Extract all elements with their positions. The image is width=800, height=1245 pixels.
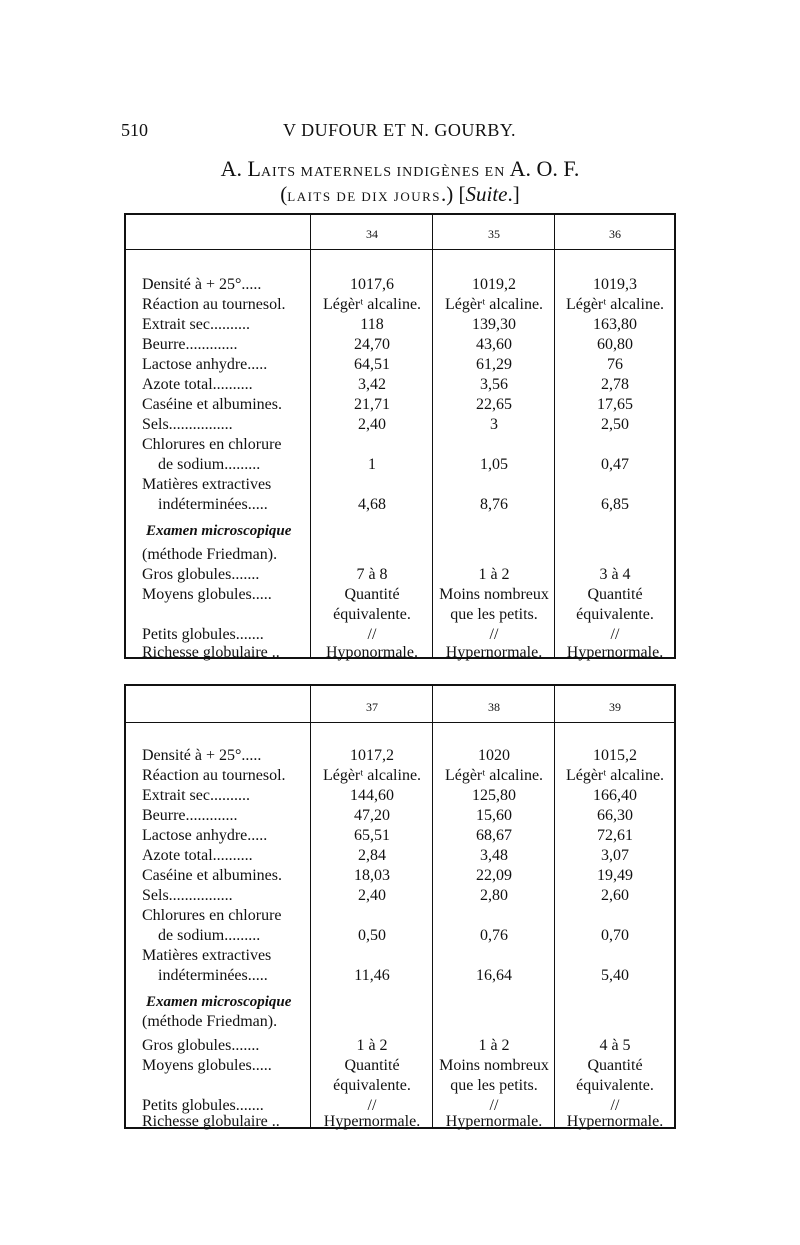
cell: 18,03 xyxy=(354,867,390,884)
row-label: Moyens globules..... xyxy=(142,1057,272,1074)
cell: 68,67 xyxy=(476,827,512,844)
subtitle-close: .) [ xyxy=(441,182,466,206)
cell: équivalente. xyxy=(333,1077,411,1094)
cell: 43,60 xyxy=(476,336,512,353)
cell: Moins nombreux xyxy=(439,586,549,603)
row-label: Gros globules....... xyxy=(142,1037,260,1054)
row-label: Extrait sec.......... xyxy=(142,316,250,333)
row-label: Matières extractives xyxy=(142,476,272,493)
row-gros xyxy=(126,1036,674,1056)
row-moyens xyxy=(126,585,674,605)
cell: 21,71 xyxy=(354,396,390,413)
cell: 166,40 xyxy=(593,787,637,804)
cell: 118 xyxy=(360,316,384,333)
cell: 144,60 xyxy=(350,787,394,804)
row-label: Beurre............. xyxy=(142,336,238,353)
section-heading: Examen microscopique xyxy=(146,523,292,539)
row-examen xyxy=(126,521,674,541)
cell: 2,78 xyxy=(601,376,629,393)
row-label: (méthode Friedman). xyxy=(142,1013,278,1030)
table-title xyxy=(0,156,800,182)
row-lactose xyxy=(126,355,674,375)
row-caseine xyxy=(126,866,674,886)
row-azote xyxy=(126,846,674,866)
row-label: Gros globules....... xyxy=(142,566,260,583)
cell: // xyxy=(489,1097,499,1114)
row-label: indéterminées..... xyxy=(158,967,268,984)
row-matieres xyxy=(126,495,674,515)
row-richesse xyxy=(126,1112,674,1132)
cell: 1017,2 xyxy=(350,747,394,764)
cell: 2,50 xyxy=(601,416,629,433)
cell: Hypernormale. xyxy=(323,1113,421,1130)
cell: 1 à 2 xyxy=(356,1037,388,1054)
column-header: 38 xyxy=(488,700,500,714)
header-rule xyxy=(126,249,674,250)
row-label: Chlorures en chlorure xyxy=(142,436,282,453)
row-moyens xyxy=(126,1056,674,1076)
cell: Hypernormale. xyxy=(445,644,543,661)
cell: 47,20 xyxy=(354,807,390,824)
row-label: Azote total.......... xyxy=(142,376,253,393)
row-sels xyxy=(126,886,674,906)
row-sels xyxy=(126,415,674,435)
cell: 1019,3 xyxy=(593,276,637,293)
cell: 66,30 xyxy=(597,807,633,824)
row-label: Beurre............. xyxy=(142,807,238,824)
cell: Légèrᵗ alcaline. xyxy=(565,767,665,784)
row-label: Petits globules....... xyxy=(142,1097,264,1114)
cell: Quantité xyxy=(344,586,400,603)
row-matieres-label xyxy=(126,946,674,966)
section-heading: Examen microscopique xyxy=(146,994,292,1010)
cell: 1,05 xyxy=(480,456,508,473)
cell: 3,07 xyxy=(601,847,629,864)
cell: Légèrᵗ alcaline. xyxy=(565,296,665,313)
cell: 0,50 xyxy=(358,927,386,944)
subtitle-end: .] xyxy=(507,182,520,206)
cell: Hypernormale. xyxy=(566,644,664,661)
row-label: Richesse globulaire .. xyxy=(142,1113,280,1130)
cell: 1 à 2 xyxy=(478,566,510,583)
title-prefix: A. L xyxy=(220,156,261,181)
subtitle-suite: Suite xyxy=(465,182,508,206)
cell: 3 xyxy=(490,416,498,433)
cell: équivalente. xyxy=(333,606,411,623)
cell: Légèrᵗ alcaline. xyxy=(322,296,422,313)
cell: // xyxy=(489,626,499,643)
cell: 125,80 xyxy=(472,787,516,804)
cell: 0,76 xyxy=(480,927,508,944)
row-label: Sels................ xyxy=(142,887,233,904)
row-methode xyxy=(126,1012,674,1032)
cell: // xyxy=(367,626,377,643)
row-beurre xyxy=(126,806,674,826)
cell: 5,40 xyxy=(601,967,629,984)
row-label: Azote total.......... xyxy=(142,847,253,864)
cell: 16,64 xyxy=(476,967,512,984)
row-label: de sodium......... xyxy=(158,927,261,944)
cell: 0,47 xyxy=(601,456,629,473)
row-chlorures xyxy=(126,926,674,946)
row-reaction xyxy=(126,295,674,315)
cell: Légèrᵗ alcaline. xyxy=(322,767,422,784)
cell: que les petits. xyxy=(450,1077,538,1094)
cell: Hyponormale. xyxy=(326,644,418,661)
cell: que les petits. xyxy=(450,606,538,623)
row-label: Réaction au tournesol. xyxy=(142,767,286,784)
row-beurre xyxy=(126,335,674,355)
cell: 7 à 8 xyxy=(356,566,388,583)
running-head xyxy=(121,120,681,142)
row-chlorures xyxy=(126,455,674,475)
cell: 24,70 xyxy=(354,336,390,353)
row-label: Richesse globulaire .. xyxy=(142,644,280,661)
cell: 2,84 xyxy=(358,847,386,864)
cell: 2,40 xyxy=(358,887,386,904)
data-table-1 xyxy=(124,213,676,659)
cell: 60,80 xyxy=(597,336,633,353)
cell: 4 à 5 xyxy=(599,1037,631,1054)
title-small-caps: AITS MATERNELS INDIGÈNES EN xyxy=(260,165,506,180)
cell: 65,51 xyxy=(354,827,390,844)
cell: // xyxy=(610,626,620,643)
cell: 3,56 xyxy=(480,376,508,393)
cell: Hypernormale. xyxy=(445,1113,543,1130)
row-label: de sodium......... xyxy=(158,456,261,473)
row-caseine xyxy=(126,395,674,415)
cell: 1020 xyxy=(478,747,510,764)
cell: 61,29 xyxy=(476,356,512,373)
cell: Hypernormale. xyxy=(566,1113,664,1130)
column-header: 34 xyxy=(366,227,378,241)
row-label: Caséine et albumines. xyxy=(142,867,282,884)
cell: 1017,6 xyxy=(350,276,394,293)
data-table-2 xyxy=(124,684,676,1129)
row-gros xyxy=(126,565,674,585)
row-lactose xyxy=(126,826,674,846)
row-matieres xyxy=(126,966,674,986)
cell: Légèrᵗ alcaline. xyxy=(444,767,544,784)
row-label: Moyens globules..... xyxy=(142,586,272,603)
row-label: Caséine et albumines. xyxy=(142,396,282,413)
cell: Quantité xyxy=(587,1057,643,1074)
cell: Quantité xyxy=(344,1057,400,1074)
cell: 64,51 xyxy=(354,356,390,373)
row-label: Densité à + 25°..... xyxy=(142,747,262,764)
cell: 6,85 xyxy=(601,496,629,513)
title-suffix: A. O. F. xyxy=(505,156,580,181)
cell: 76 xyxy=(607,356,623,373)
row-label: Lactose anhydre..... xyxy=(142,827,268,844)
cell: équivalente. xyxy=(576,1077,654,1094)
row-moyens-cont xyxy=(126,1076,674,1096)
cell: 15,60 xyxy=(476,807,512,824)
page-number: 510 xyxy=(121,120,148,140)
cell: 139,30 xyxy=(472,316,516,333)
column-header: 37 xyxy=(366,700,378,714)
row-matieres-label xyxy=(126,475,674,495)
cell: 0,70 xyxy=(601,927,629,944)
row-label: Densité à + 25°..... xyxy=(142,276,262,293)
cell: 1 à 2 xyxy=(478,1037,510,1054)
row-densite xyxy=(126,275,674,295)
cell: 4,68 xyxy=(358,496,386,513)
running-head-authors: V DUFOUR ET N. GOURBY. xyxy=(283,120,517,140)
row-richesse xyxy=(126,643,674,663)
row-label: Chlorures en chlorure xyxy=(142,907,282,924)
row-label: indéterminées..... xyxy=(158,496,268,513)
subtitle-small-caps: LAITS DE DIX JOURS xyxy=(287,189,441,204)
cell: 2,60 xyxy=(601,887,629,904)
row-methode xyxy=(126,545,674,565)
cell: 22,65 xyxy=(476,396,512,413)
row-examen xyxy=(126,992,674,1012)
cell: // xyxy=(367,1097,377,1114)
subtitle-open: ( xyxy=(280,182,288,206)
cell: 19,49 xyxy=(597,867,633,884)
cell: 3,48 xyxy=(480,847,508,864)
table-subtitle xyxy=(0,182,800,207)
column-header: 39 xyxy=(609,700,621,714)
row-azote xyxy=(126,375,674,395)
cell: 3,42 xyxy=(358,376,386,393)
cell: 1019,2 xyxy=(472,276,516,293)
cell: Légèrᵗ alcaline. xyxy=(444,296,544,313)
cell: 163,80 xyxy=(593,316,637,333)
row-label: Réaction au tournesol. xyxy=(142,296,286,313)
cell: // xyxy=(610,1097,620,1114)
row-label: Petits globules....... xyxy=(142,626,264,643)
row-petits xyxy=(126,625,674,645)
cell: 2,40 xyxy=(358,416,386,433)
row-label: Matières extractives xyxy=(142,947,272,964)
cell: 1 xyxy=(368,456,376,473)
row-label: Sels................ xyxy=(142,416,233,433)
cell: Quantité xyxy=(587,586,643,603)
cell: 17,65 xyxy=(597,396,633,413)
column-header: 35 xyxy=(488,227,500,241)
row-chlorures-label xyxy=(126,435,674,455)
cell: 72,61 xyxy=(597,827,633,844)
cell: équivalente. xyxy=(576,606,654,623)
row-label: Lactose anhydre..... xyxy=(142,356,268,373)
cell: 11,46 xyxy=(354,967,390,984)
row-extrait xyxy=(126,786,674,806)
header-rule xyxy=(126,722,674,723)
row-moyens-cont xyxy=(126,605,674,625)
row-reaction xyxy=(126,766,674,786)
row-densite xyxy=(126,746,674,766)
cell: 3 à 4 xyxy=(599,566,631,583)
row-label: Extrait sec.......... xyxy=(142,787,250,804)
row-chlorures-label xyxy=(126,906,674,926)
cell: 22,09 xyxy=(476,867,512,884)
column-header: 36 xyxy=(609,227,621,241)
cell: 8,76 xyxy=(480,496,508,513)
cell: 1015,2 xyxy=(593,747,637,764)
cell: 2,80 xyxy=(480,887,508,904)
cell: Moins nombreux xyxy=(439,1057,549,1074)
row-extrait xyxy=(126,315,674,335)
row-label: (méthode Friedman). xyxy=(142,546,278,563)
